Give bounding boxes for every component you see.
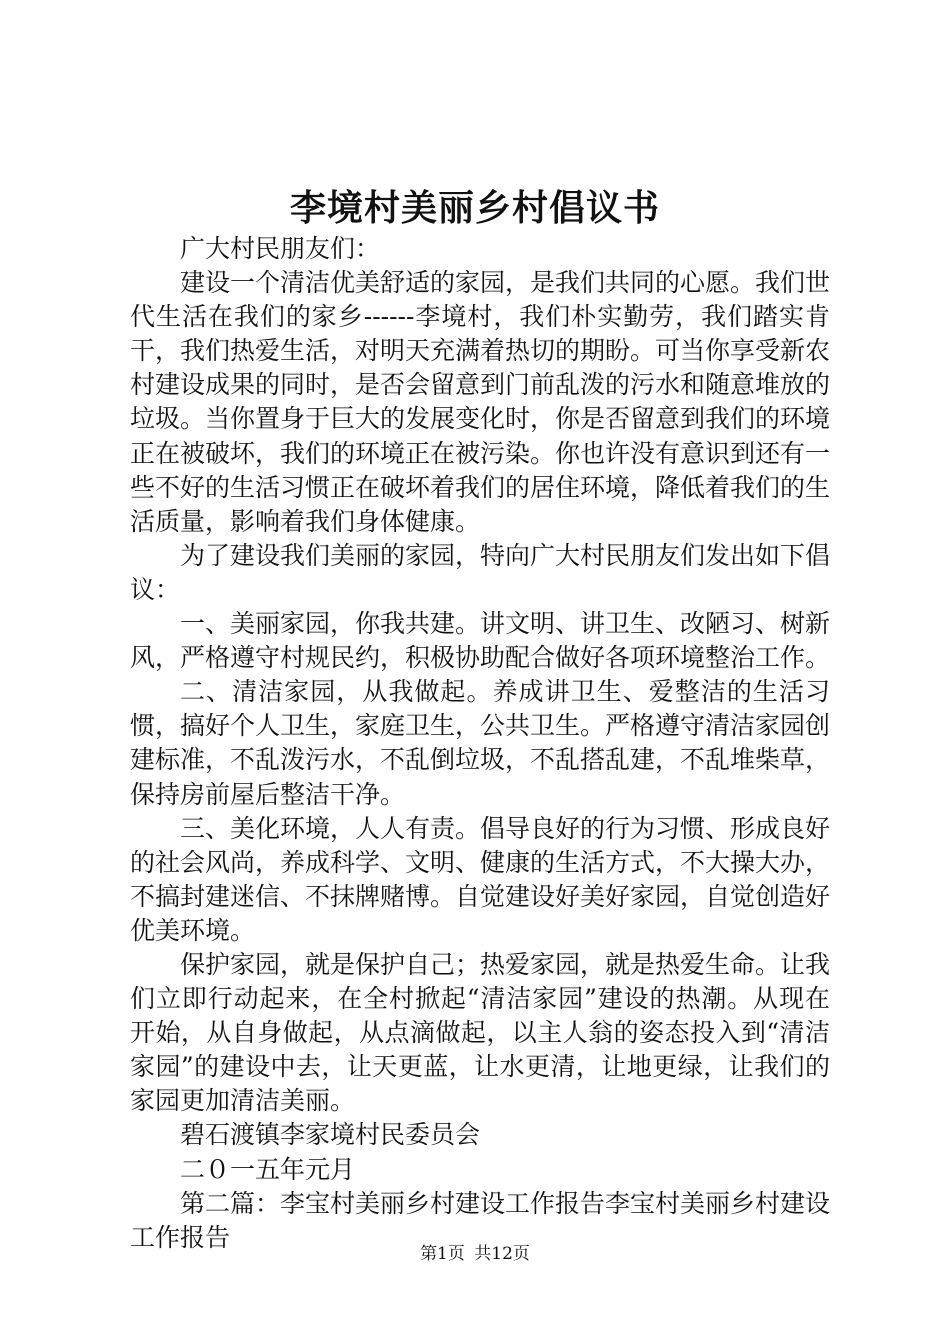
page-number: 第1页 bbox=[420, 1244, 465, 1264]
salutation-paragraph: 广大村民朋友们： bbox=[180, 234, 381, 263]
next-section-heading: 第二篇：李宝村美丽乡村建设工作报告李宝村美丽乡村建设工作报告 bbox=[130, 1188, 831, 1252]
body-paragraph: 建设一个清洁优美舒适的家园，是我们共同的心愿。我们世代生活在我们的家乡------李境村，我们朴实勤劳，我们踏实肯干，我们热爱生活，对明天充满着热切的期盼。可当你享受新农村建设成果的同时，是否会留意到门前乱泼的污水和随意堆放的垃圾。当你置身于巨大的发展变化时，你是否留意到我们的环境正在被破坏，我们的环境正在被污染。你也许没有意识到还有一些不好的生活习惯正在破坏着我们的居住环境，降低着我们的生活质量，影响着我们身体健康。 bbox=[130, 268, 831, 536]
proposal-item-3: 三、美化环境，人人有责。倡导良好的行为习惯、形成良好的社会风尚，养成科学、文明、健康的生活方式，不大操大办，不搞封建迷信、不抹牌赌博。自觉建设好美好家园，自觉创造好优美环境。 bbox=[130, 813, 831, 945]
page-footer bbox=[0, 1242, 950, 1266]
signature-organization: 碧石渡镇李家境村民委员会 bbox=[180, 1120, 481, 1150]
signature-date: 二０一五年元月 bbox=[180, 1154, 356, 1184]
document-title: 李境村美丽乡村倡议书 bbox=[289, 187, 660, 229]
document-body bbox=[130, 232, 830, 1255]
page-total: 共12页 bbox=[474, 1244, 530, 1264]
body-paragraph: 为了建设我们美丽的家园，特向广大村民朋友们发出如下倡议： bbox=[130, 540, 831, 604]
closing-paragraph: 保护家园，就是保护自己；热爱家园，就是热爱生命。让我们立即行动起来，在全村掀起“清洁家园”建设的热潮。从现在开始，从自身做起，从点滴做起，以主人翁的姿态投入到“清洁家园”的建设中去，让天更蓝，让水更清，让地更绿，让我们的家园更加清洁美丽。 bbox=[130, 949, 831, 1116]
proposal-item-2: 二、清洁家园，从我做起。养成讲卫生、爱整洁的生活习惯，搞好个人卫生，家庭卫生，公共卫生。严格遵守清洁家园创建标准，不乱泼污水，不乱倒垃圾，不乱搭乱建，不乱堆柴草，保持房前屋后整洁干净。 bbox=[130, 677, 831, 809]
proposal-item-1: 一、美丽家园，你我共建。讲文明、讲卫生、改陋习、树新风，严格遵守村规民约，积极协助配合做好各项环境整治工作。 bbox=[130, 609, 831, 673]
